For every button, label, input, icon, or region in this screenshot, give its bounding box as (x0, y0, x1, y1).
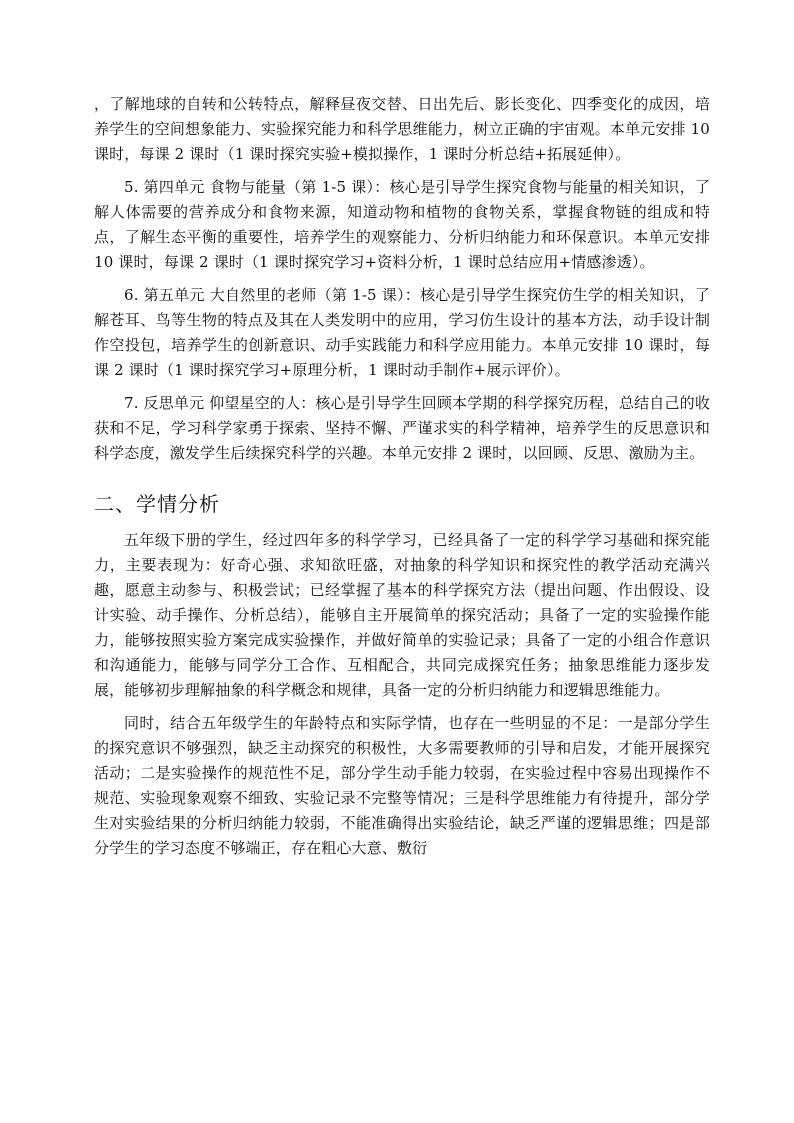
paragraph-unit5: 6. 第五单元 大自然里的老师（第 1-5 课）：核心是引导学生探究仿生学的相关知识，了解苍耳、鸟等生物的特点及其在人类发明中的应用，学习仿生设计的基本方法，动手设计制作空投包，培养学生的创新意识、动手实践能力和科学应用能力。本单元安排 10 课时，每课 2 课时（1 课时探究学习+原理分析，1 课时动手制作+展示评价）。 (94, 286, 710, 379)
paragraph-student-weaknesses: 同时，结合五年级学生的年龄特点和实际学情，也存在一些明显的不足：一是部分学生的探究意识不够强烈，缺乏主动探究的积极性，大多需要教师的引导和启发，才能开展探究活动；二是实验操作的规范性不足，部分学生动手能力较弱，在实验过程中容易出现操作不规范、实验现象观察不细致、实验记录不完整等情况；三是科学思维能力有待提升，部分学生对实验结果的分析归纳能力较弱，不能准确得出实验结论，缺乏严谨的逻辑思维；四是部分学生的学习态度不够端正，存在粗心大意、敷衍 (94, 714, 710, 857)
paragraph-unit3-continuation: ，了解地球的自转和公转特点，解释昼夜交替、日出先后、影长变化、四季变化的成因，培养学生的空间想象能力、实验探究能力和科学思维能力，树立正确的宇宙观。本单元安排 10 课时，每课 2 课时（1 课时探究实验+模拟操作，1 课时分析总结+拓展延伸）。 (94, 95, 710, 163)
section-heading-learning-analysis: 二、学情分析 (94, 492, 220, 516)
paragraph-student-strengths: 五年级下册的学生，经过四年多的科学学习，已经具备了一定的科学学习基础和探究能力，主要表现为：好奇心强、求知欲旺盛，对抽象的科学知识和探究性的教学活动充满兴趣，愿意主动参与、积极尝试；已经掌握了基本的科学探究方法（提出问题、作出假设、设计实验、动手操作、分析总结），能够自主开展简单的探究活动；具备了一定的实验操作能力，能够按照实验方案完成实验操作，并做好简单的实验记录；具备了一定的小组合作意识和沟通能力，能够与同学分工合作、互相配合，共同完成探究任务；抽象思维能力逐步发展，能够初步理解抽象的科学概念和规律，具备一定的分析归纳能力和逻辑思维能力。 (94, 531, 710, 699)
paragraph-unit4: 5. 第四单元 食物与能量（第 1-5 课）：核心是引导学生探究食物与能量的相关知识，了解人体需要的营养成分和食物来源，知道动物和植物的食物关系，掌握食物链的组成和特点，了解生态平衡的重要性，培养学生的观察能力、分析归纳能力和环保意识。本单元安排 10 课时，每课 2 课时（1 课时探究学习+资料分析，1 课时总结应用+情感渗透）。 (94, 178, 710, 271)
document-page (94, 92, 710, 861)
paragraph-reflection-unit: 7. 反思单元 仰望星空的人：核心是引导学生回顾本学期的科学探究历程，总结自己的收获和不足，学习科学家勇于探索、坚持不懈、严谨求实的科学精神，培养学生的反思意识和科学态度，激发学生后续探究科学的兴趣。本单元安排 2 课时，以回顾、反思、激励为主。 (94, 394, 710, 462)
